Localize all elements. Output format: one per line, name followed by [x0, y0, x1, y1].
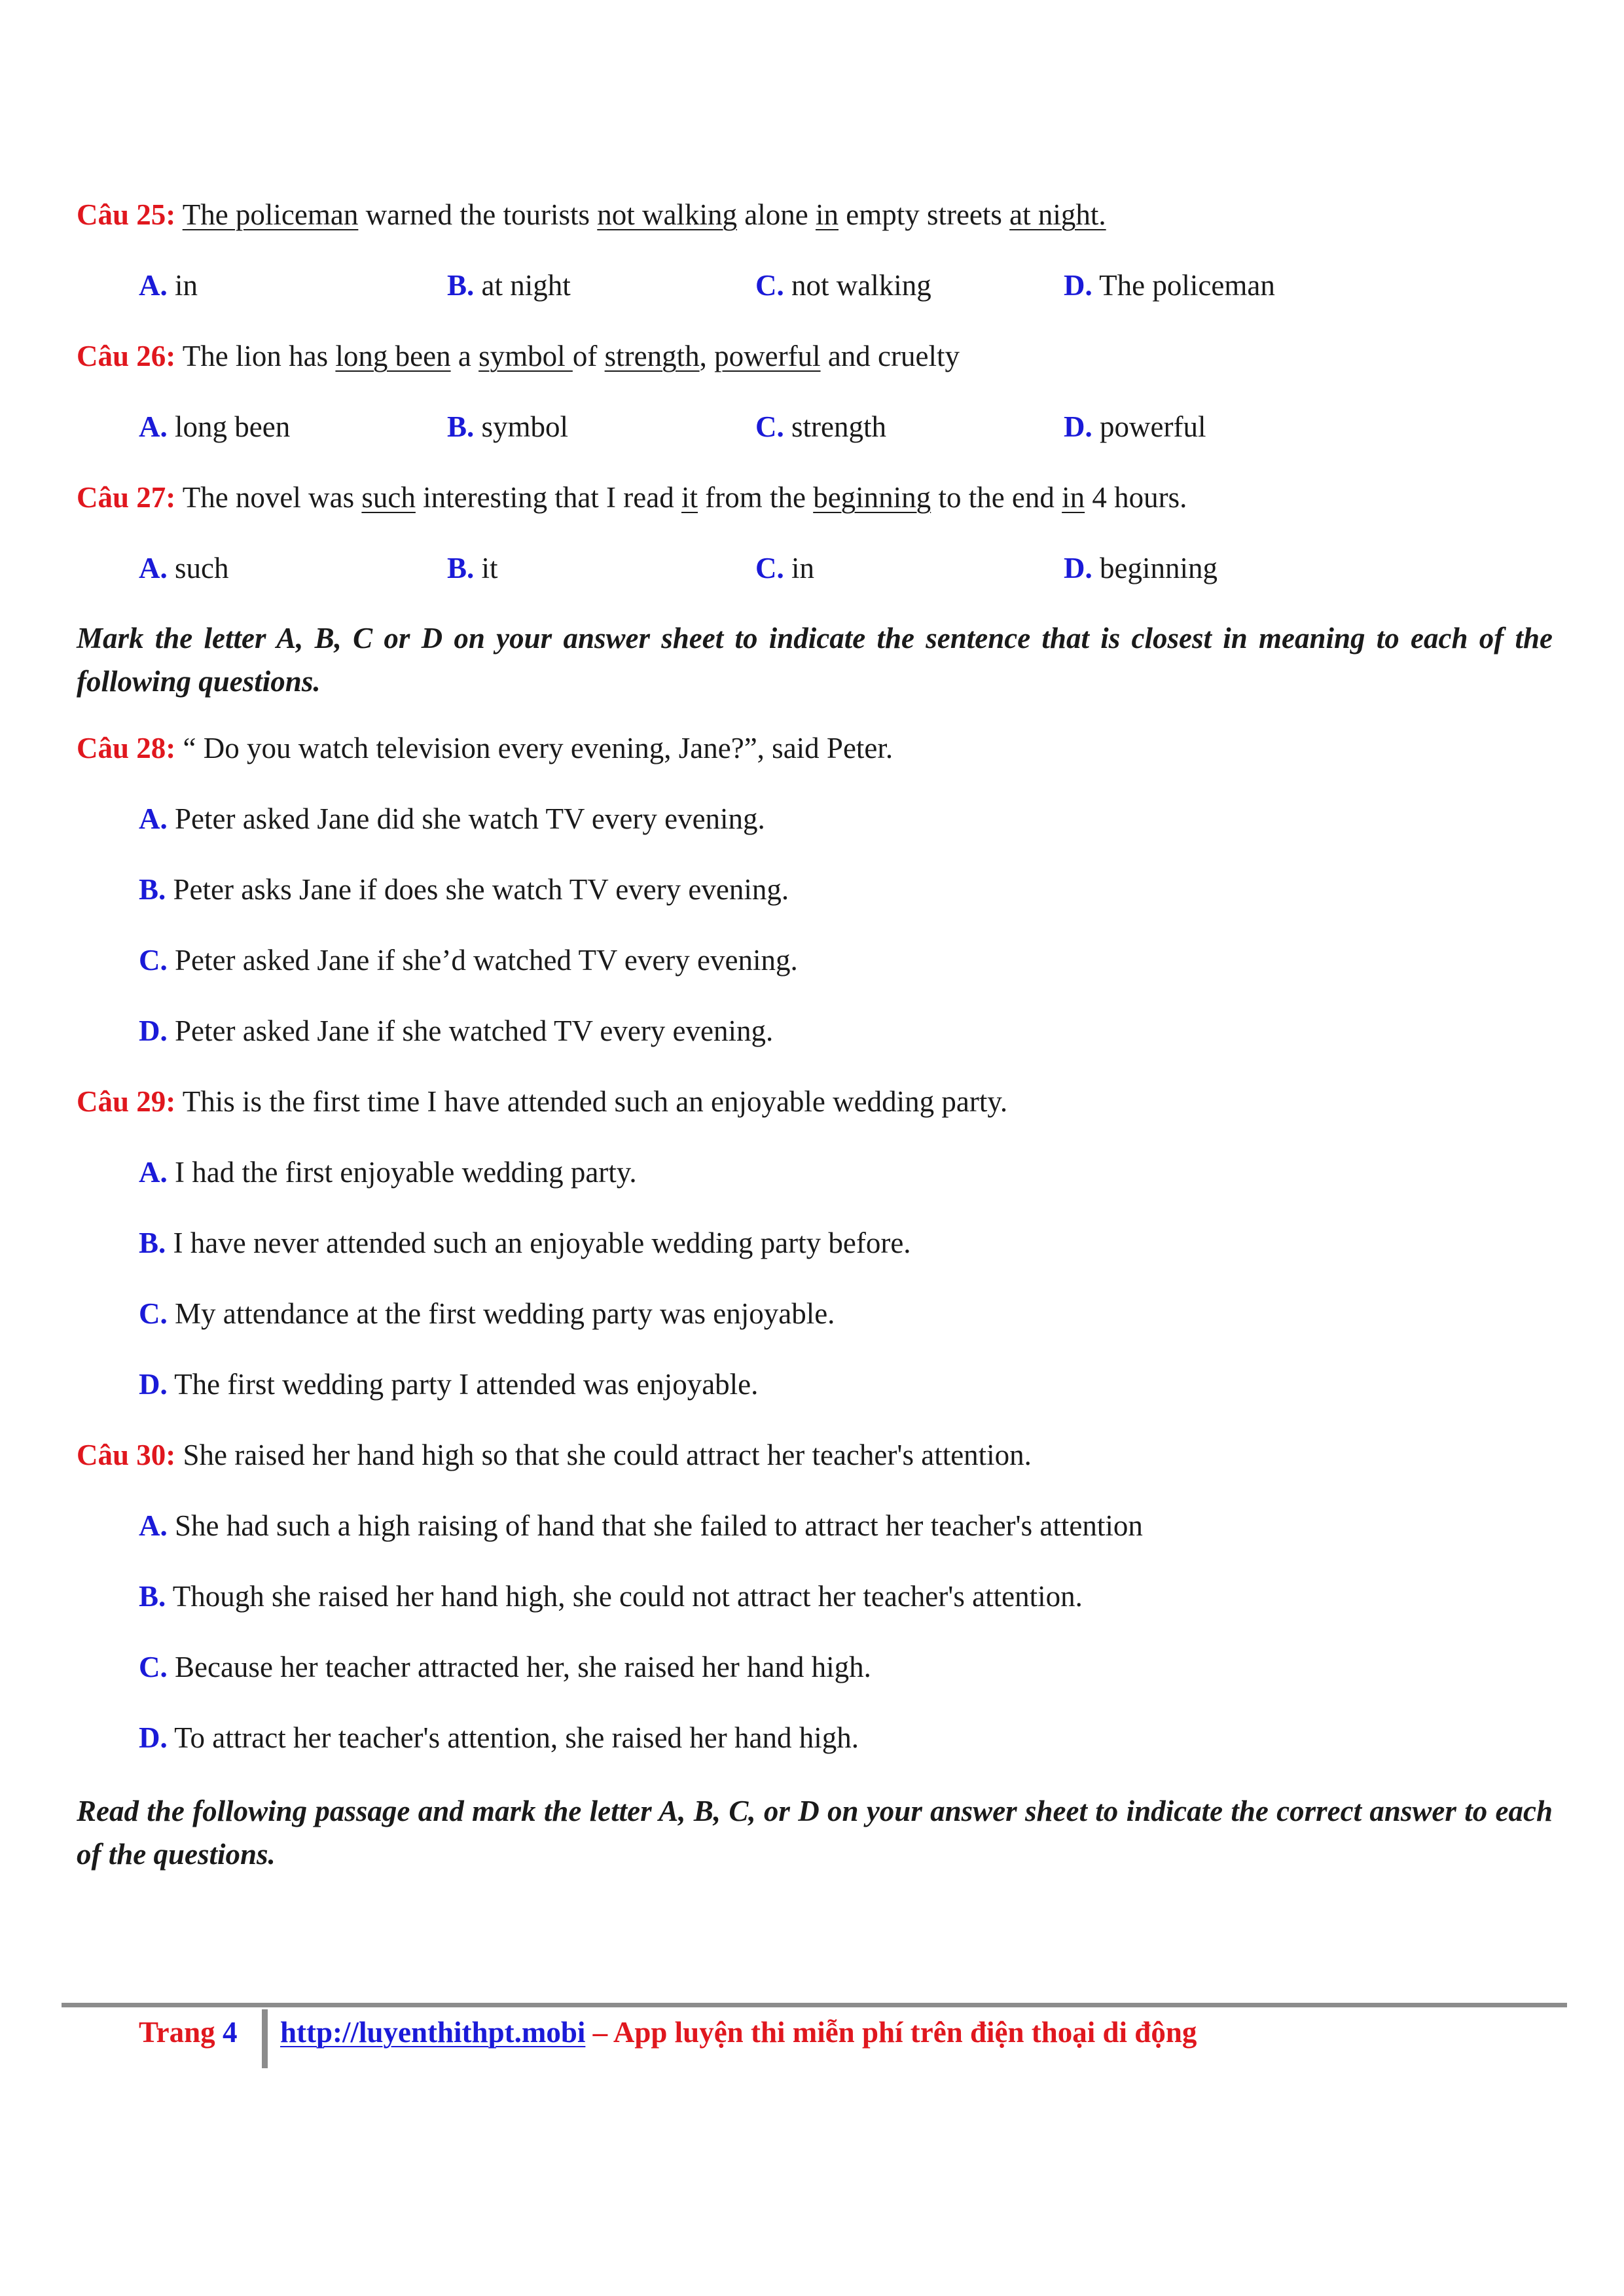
option-letter: D.: [1064, 410, 1092, 443]
question-label: Câu 26:: [77, 340, 176, 372]
underlined-choice: such: [361, 481, 416, 514]
option-letter: A.: [139, 1156, 168, 1189]
underlined-choice: not walking: [597, 198, 737, 231]
question-28: [77, 728, 893, 768]
question-text: from the: [698, 481, 814, 514]
option-letter: B.: [139, 1227, 166, 1259]
question-text: “ Do you watch television every evening, Jane?”, said Peter.: [175, 732, 893, 764]
question-label: Câu 27:: [77, 481, 176, 514]
option-text: powerful: [1092, 410, 1206, 443]
option-text: beginning: [1092, 552, 1218, 584]
option-text: it: [474, 552, 498, 584]
option-text: in: [784, 552, 815, 584]
option-letter: D.: [139, 1014, 168, 1047]
option-c: [755, 548, 814, 588]
question-text: empty streets: [838, 198, 1010, 231]
option-text: symbol: [474, 410, 569, 443]
option-letter: C.: [139, 1651, 168, 1683]
question-text: She raised her hand high so that she could attract her teacher's attention.: [175, 1439, 1032, 1471]
footer-text: [280, 2013, 1197, 2052]
option-a: [139, 1153, 637, 1192]
option-d: [1064, 266, 1275, 305]
option-b: [139, 1577, 1083, 1616]
question-25: [77, 195, 1106, 234]
option-letter: C.: [139, 1297, 168, 1330]
option-text: not walking: [784, 269, 931, 302]
underlined-choice: in: [815, 198, 839, 231]
option-letter: B.: [139, 1580, 166, 1613]
question-text: alone: [737, 198, 816, 231]
option-letter: B.: [447, 410, 475, 443]
page-number: [139, 2013, 237, 2052]
option-text: My attendance at the first wedding party was enjoyable.: [167, 1297, 835, 1330]
question-text: a: [450, 340, 479, 372]
footer-link[interactable]: http://luyenthithpt.mobi: [280, 2016, 586, 2049]
option-text: The first wedding party I attended was enjoyable.: [167, 1368, 759, 1401]
option-text: Peter asked Jane if she watched TV every evening.: [167, 1014, 774, 1047]
section-instruction: Read the following passage and mark the letter A, B, C, or D on your answer sheet to indicate the correct answer to each of the questions.: [77, 1795, 1553, 1871]
option-letter: B.: [447, 269, 475, 302]
option-a: [139, 266, 198, 305]
footer-separator: [262, 2009, 268, 2068]
option-d: [1064, 407, 1206, 446]
question-text: interesting that I read: [415, 481, 681, 514]
option-letter: A.: [139, 802, 168, 835]
option-text: She had such a high raising of hand that she failed to attract her teacher's attention: [167, 1509, 1143, 1542]
option-c: [139, 1647, 871, 1687]
option-letter: C.: [755, 410, 784, 443]
option-letter: A.: [139, 1509, 168, 1542]
option-b: [139, 1223, 911, 1263]
option-c: [139, 1294, 835, 1333]
question-30: [77, 1435, 1032, 1475]
option-text: Peter asks Jane if does she watch TV every evening.: [166, 873, 789, 906]
option-d: [1064, 548, 1218, 588]
option-text: Because her teacher attracted her, she raised her hand high.: [167, 1651, 871, 1683]
question-26: [77, 336, 960, 376]
option-letter: A.: [139, 269, 168, 302]
option-letter: C.: [139, 944, 168, 977]
footer-divider: [62, 2003, 1567, 2007]
option-letter: C.: [755, 269, 784, 302]
option-text: long been: [167, 410, 291, 443]
option-a: [139, 1506, 1143, 1545]
option-c: [755, 266, 931, 305]
option-c: [755, 407, 886, 446]
option-b: [447, 266, 571, 305]
question-label: Câu 29:: [77, 1085, 176, 1118]
question-text: ,: [699, 340, 715, 372]
option-text: at night: [474, 269, 571, 302]
question-text: warned the tourists: [358, 198, 598, 231]
question-label: Câu 28:: [77, 732, 176, 764]
question-text: The lion has: [175, 340, 336, 372]
question-text: of: [572, 340, 605, 372]
option-text: Peter asked Jane if she’d watched TV every evening.: [167, 944, 798, 977]
option-b: [447, 548, 498, 588]
option-a: [139, 407, 290, 446]
option-letter: D.: [1064, 269, 1092, 302]
underlined-choice: it: [681, 481, 698, 514]
option-text: To attract her teacher's attention, she raised her hand high.: [167, 1721, 859, 1754]
question-text: to the end: [931, 481, 1062, 514]
question-text: and cruelty: [820, 340, 960, 372]
option-letter: D.: [139, 1368, 168, 1401]
underlined-choice: beginning: [813, 481, 931, 514]
question-text: 4 hours.: [1085, 481, 1187, 514]
option-text: The policeman: [1092, 269, 1275, 302]
option-text: Peter asked Jane did she watch TV every evening.: [167, 802, 765, 835]
option-letter: B.: [447, 552, 475, 584]
underlined-choice: powerful: [714, 340, 821, 372]
option-b: [447, 407, 568, 446]
option-letter: B.: [139, 873, 166, 906]
option-b: [139, 870, 789, 909]
page-label: Trang: [139, 2016, 223, 2049]
underlined-choice: The policeman: [182, 198, 359, 231]
option-d: [139, 1011, 773, 1050]
section-instruction: Mark the letter A, B, C or D on your answer sheet to indicate the sentence that is closest in meaning to each of the following questions.: [77, 622, 1553, 698]
option-text: in: [167, 269, 198, 302]
option-text: strength: [784, 410, 886, 443]
question-label: Câu 25:: [77, 198, 176, 231]
option-text: such: [167, 552, 229, 584]
page-number-value: 4: [222, 2016, 238, 2049]
option-letter: A.: [139, 552, 168, 584]
option-text: Though she raised her hand high, she could not attract her teacher's attention.: [166, 1580, 1083, 1613]
option-letter: A.: [139, 410, 168, 443]
underlined-choice: long been: [335, 340, 451, 372]
question-label: Câu 30:: [77, 1439, 176, 1471]
question-text: This is the first time I have attended such an enjoyable wedding party.: [175, 1085, 1008, 1118]
underlined-choice: in: [1062, 481, 1085, 514]
question-text: The novel was: [175, 481, 362, 514]
footer-tagline: – App luyện thi miễn phí trên điện thoại di động: [585, 2016, 1197, 2049]
option-a: [139, 799, 765, 838]
option-letter: D.: [1064, 552, 1092, 584]
question-29: [77, 1082, 1007, 1121]
underlined-choice: strength: [604, 340, 700, 372]
option-text: I have never attended such an enjoyable wedding party before.: [166, 1227, 911, 1259]
underlined-choice: at night.: [1009, 198, 1106, 231]
option-letter: C.: [755, 552, 784, 584]
question-27: [77, 478, 1187, 517]
option-letter: D.: [139, 1721, 168, 1754]
option-text: I had the first enjoyable wedding party.: [167, 1156, 637, 1189]
option-c: [139, 941, 798, 980]
option-a: [139, 548, 229, 588]
option-d: [139, 1365, 758, 1404]
option-d: [139, 1718, 859, 1757]
underlined-choice: symbol: [478, 340, 573, 372]
